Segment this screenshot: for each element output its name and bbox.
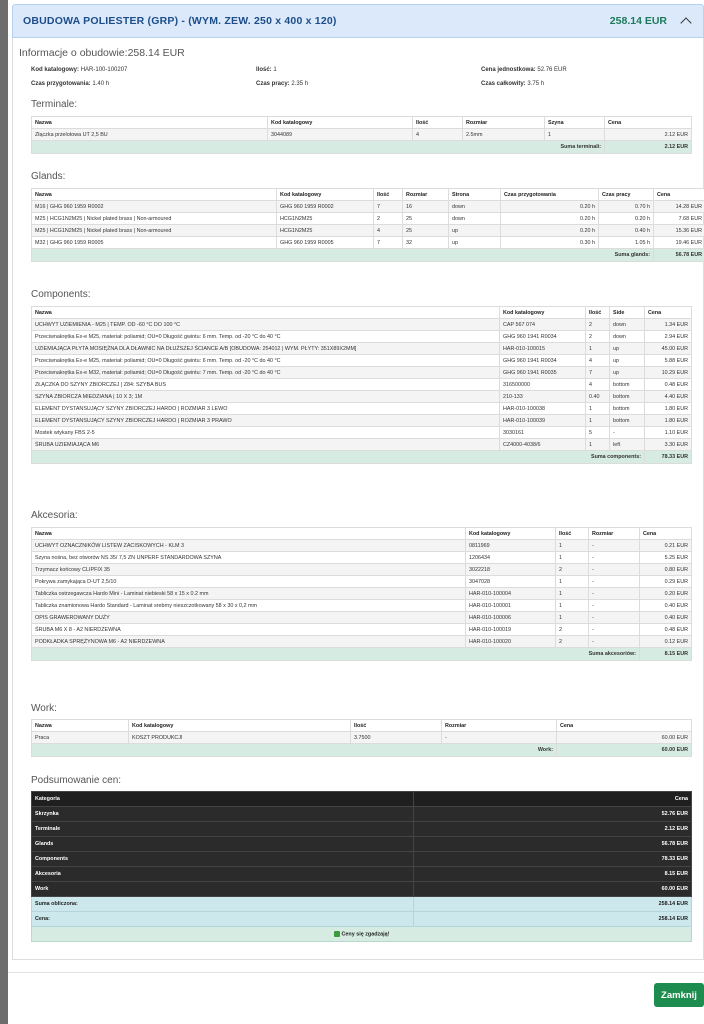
table-cell: HAR-010-100006 bbox=[466, 612, 556, 624]
column-header: Nazwa bbox=[32, 189, 277, 201]
table-header-row bbox=[32, 528, 692, 540]
table-cell: Mostek wtykany FBS 2-5 bbox=[32, 427, 500, 439]
column-header: Ilość bbox=[556, 528, 589, 540]
table-cell: 1.34 EUR bbox=[645, 319, 692, 331]
table-sum-row bbox=[32, 249, 704, 262]
table-header-row bbox=[32, 189, 704, 201]
table-cell: HCG1N2M25 bbox=[277, 213, 374, 225]
column-header: Cena bbox=[640, 528, 692, 540]
summary-label: Cena: bbox=[32, 912, 414, 927]
summary-price-row bbox=[32, 912, 692, 927]
table-cell: up bbox=[610, 355, 645, 367]
table-sum-row bbox=[32, 744, 692, 757]
table-cell: 1 bbox=[556, 612, 589, 624]
summary-price: 60.00 EUR bbox=[414, 882, 692, 897]
table-cell: - bbox=[610, 427, 645, 439]
table-cell: Tabliczka znamionowa Hardo Standard - Laminat srebrny nieszczotkowany 58 x 30 x 0,2 mm bbox=[32, 600, 466, 612]
table-cell: - bbox=[589, 564, 640, 576]
table-row bbox=[32, 427, 692, 439]
table-row bbox=[32, 391, 692, 403]
table-cell: 0.12 EUR bbox=[640, 636, 692, 648]
table-cell: 0.40 h bbox=[599, 225, 654, 237]
price-summary-heading: Podsumowanie cen: bbox=[31, 775, 122, 786]
table-cell: 1.10 EUR bbox=[645, 427, 692, 439]
column-header: Kod katalogowy bbox=[129, 720, 351, 732]
column-header: Nazwa bbox=[32, 528, 466, 540]
table-row bbox=[32, 355, 692, 367]
table-cell: 0.30 h bbox=[501, 237, 599, 249]
table-cell: - bbox=[589, 540, 640, 552]
column-header: Cena bbox=[654, 189, 704, 201]
table-header-row bbox=[32, 117, 692, 129]
table-cell: up bbox=[610, 343, 645, 355]
table-row bbox=[32, 367, 692, 379]
table-row bbox=[32, 636, 692, 648]
table-cell: 60.00 EUR bbox=[557, 732, 692, 744]
table-cell: 316500000 bbox=[500, 379, 586, 391]
sum-label: Suma akcesoriów: bbox=[32, 648, 640, 661]
sum-value: 56.78 EUR bbox=[654, 249, 704, 262]
table-cell: - bbox=[589, 600, 640, 612]
table-row bbox=[32, 439, 692, 451]
summary-category: Work bbox=[32, 882, 414, 897]
table-cell: ELEMENT DYSTANSUJĄCY SZYNY ZBIORCZEJ HARDO | ROZMIAR 3 PRAWO bbox=[32, 415, 500, 427]
summary-value: 258.14 EUR bbox=[414, 912, 692, 927]
table-cell: down bbox=[610, 331, 645, 343]
table-row bbox=[32, 732, 692, 744]
table-row bbox=[32, 624, 692, 636]
sum-value: 60.00 EUR bbox=[557, 744, 692, 757]
table-cell: 25 bbox=[403, 225, 449, 237]
table-row bbox=[32, 588, 692, 600]
table-cell: 7.68 EUR bbox=[654, 213, 704, 225]
price-match-message: Ceny się zgadzają! bbox=[341, 931, 390, 938]
table-cell: 4 bbox=[413, 129, 463, 141]
table-header-row bbox=[32, 307, 692, 319]
summary-price: 56.78 EUR bbox=[414, 837, 692, 852]
column-header: Kod katalogowy bbox=[500, 307, 586, 319]
info-prep-time: Czas przygotowania: 1.40 h bbox=[31, 81, 110, 87]
table-cell: 0.20 h bbox=[501, 201, 599, 213]
table-cell: M16 | GHG 960 1959 R0002 bbox=[32, 201, 277, 213]
table-cell: HAR-010-100039 bbox=[500, 415, 586, 427]
terminals-heading: Terminale: bbox=[31, 99, 78, 110]
table-cell: 4 bbox=[586, 355, 610, 367]
table-cell: 2 bbox=[586, 331, 610, 343]
table-cell: 0.21 EUR bbox=[640, 540, 692, 552]
table-cell: down bbox=[449, 201, 501, 213]
table-cell: 4.40 EUR bbox=[645, 391, 692, 403]
table-cell: 3022218 bbox=[466, 564, 556, 576]
table-cell: 3047028 bbox=[466, 576, 556, 588]
summary-price: 78.33 EUR bbox=[414, 852, 692, 867]
column-header: Kod katalogowy bbox=[268, 117, 413, 129]
table-row bbox=[32, 331, 692, 343]
table-cell: 15.36 EUR bbox=[654, 225, 704, 237]
summary-category: Terminale bbox=[32, 822, 414, 837]
table-cell: UCHWYT OZNACZNIKÓW LISTEW ZACISKOWYCH - KLM 3 bbox=[32, 540, 466, 552]
table-cell: Szyna nośna, bez otworów NS 35/ 7,5 ZN UNPERF STANDARDOWA SZYNA bbox=[32, 552, 466, 564]
table-cell: 7 bbox=[374, 201, 403, 213]
summary-computed-row bbox=[32, 897, 692, 912]
components-table bbox=[31, 306, 692, 464]
table-cell: 0.20 h bbox=[599, 213, 654, 225]
table-cell: 4 bbox=[586, 379, 610, 391]
sum-label: Work: bbox=[32, 744, 557, 757]
table-cell: 2 bbox=[556, 564, 589, 576]
enclosure-title: OBUDOWA POLIESTER (GRP) - (WYM. ZEW. 250 x 400 x 120) bbox=[23, 15, 337, 27]
table-cell: ŚRUBA M6 X 8 - A2 NIERDZEWNA bbox=[32, 624, 466, 636]
table-cell: 0.48 EUR bbox=[640, 624, 692, 636]
table-cell: Tabliczka ostrzegawcza Hardo Mini - Laminat niebieski 58 x 15 x 0.2 mm bbox=[32, 588, 466, 600]
table-cell: Pokrywa zamykająca D-UT 2,5/10 bbox=[32, 576, 466, 588]
summary-value: 258.14 EUR bbox=[414, 897, 692, 912]
price-match-cell bbox=[32, 927, 692, 942]
price-summary-table bbox=[31, 791, 692, 942]
table-row bbox=[32, 552, 692, 564]
column-header: Ilość bbox=[374, 189, 403, 201]
table-cell: HAR-010-100015 bbox=[500, 343, 586, 355]
chevron-up-icon[interactable] bbox=[679, 14, 693, 28]
column-header: Kod katalogowy bbox=[277, 189, 374, 201]
column-header: Kod katalogowy bbox=[466, 528, 556, 540]
table-row bbox=[32, 129, 692, 141]
terminals-table bbox=[31, 116, 692, 154]
column-header: Cena bbox=[557, 720, 692, 732]
table-cell: 10.29 EUR bbox=[645, 367, 692, 379]
table-cell: 2.12 EUR bbox=[605, 129, 692, 141]
table-cell: 7 bbox=[586, 367, 610, 379]
table-cell: 5.25 EUR bbox=[640, 552, 692, 564]
column-header: Ilość bbox=[351, 720, 442, 732]
column-header: Szyna bbox=[545, 117, 605, 129]
table-cell: - bbox=[589, 552, 640, 564]
table-cell: 3044089 bbox=[268, 129, 413, 141]
column-header: Rozmiar bbox=[442, 720, 557, 732]
table-cell: PODKŁADKA SPRĘŻYNOWA M6 - A2 NIERDZEWNA bbox=[32, 636, 466, 648]
table-cell: UCHWYT UZIEMIENIA - M25 | TEMP. OD -60 °C DO 100 °C bbox=[32, 319, 500, 331]
table-cell: ELEMENT DYSTANSUJĄCY SZYNY ZBIORCZEJ HARDO | ROZMIAR 3 LEWO bbox=[32, 403, 500, 415]
table-cell: 2 bbox=[556, 624, 589, 636]
table-cell: 4 bbox=[374, 225, 403, 237]
table-sum-row bbox=[32, 141, 692, 154]
table-cell: HAR-010-100001 bbox=[466, 600, 556, 612]
table-row bbox=[32, 225, 704, 237]
table-row bbox=[32, 213, 704, 225]
table-sum-row bbox=[32, 451, 692, 464]
table-row bbox=[32, 237, 704, 249]
table-cell: 1.05 h bbox=[599, 237, 654, 249]
table-cell: bottom bbox=[610, 403, 645, 415]
table-cell: CZ4000-4038/6 bbox=[500, 439, 586, 451]
table-cell: 0.40 EUR bbox=[640, 612, 692, 624]
table-cell: OPIS GRAWEROWANY DUŻY bbox=[32, 612, 466, 624]
table-cell: bottom bbox=[610, 391, 645, 403]
summary-row bbox=[32, 837, 692, 852]
table-cell: 0.48 EUR bbox=[645, 379, 692, 391]
table-cell: 16 bbox=[403, 201, 449, 213]
table-cell: bottom bbox=[610, 415, 645, 427]
summary-label: Suma obliczona: bbox=[32, 897, 414, 912]
table-cell: - bbox=[589, 624, 640, 636]
table-cell: 0811969 bbox=[466, 540, 556, 552]
table-cell: 0.70 h bbox=[599, 201, 654, 213]
table-cell: 0.40 EUR bbox=[640, 600, 692, 612]
summary-row bbox=[32, 852, 692, 867]
table-cell: GHG 960 1941 R0034 bbox=[500, 355, 586, 367]
table-cell: up bbox=[610, 367, 645, 379]
work-heading: Work: bbox=[31, 703, 57, 714]
accessories-heading: Akcesoria: bbox=[31, 510, 78, 521]
table-cell: 25 bbox=[403, 213, 449, 225]
table-cell: 1 bbox=[586, 439, 610, 451]
sum-label: Suma components: bbox=[32, 451, 645, 464]
table-cell: down bbox=[449, 213, 501, 225]
info-catalog-code: Kod katalogowy: HAR-100-100207 bbox=[31, 67, 128, 73]
table-cell: GHG 960 1941 R0035 bbox=[500, 367, 586, 379]
table-cell: 1 bbox=[556, 540, 589, 552]
table-cell: 1 bbox=[545, 129, 605, 141]
summary-category: Components bbox=[32, 852, 414, 867]
sum-value: 8.15 EUR bbox=[640, 648, 692, 661]
table-cell: 14.28 EUR bbox=[654, 201, 704, 213]
table-cell: 1 bbox=[586, 415, 610, 427]
table-cell: M25 | HCG1N2M25 | Nickel plated brass | Non-armoured bbox=[32, 213, 277, 225]
modal-backdrop bbox=[0, 0, 8, 1024]
components-heading: Components: bbox=[31, 289, 91, 300]
checkmark-icon bbox=[334, 931, 340, 937]
table-cell: - bbox=[442, 732, 557, 744]
enclosure-info-heading: Informacje o obudowie:258.14 EUR bbox=[19, 47, 185, 59]
column-header: Cena bbox=[605, 117, 692, 129]
table-cell: M32 | GHG 960 1959 R0005 bbox=[32, 237, 277, 249]
table-cell: down bbox=[610, 319, 645, 331]
table-row bbox=[32, 343, 692, 355]
table-header-row bbox=[32, 720, 692, 732]
table-cell: 1 bbox=[556, 600, 589, 612]
table-cell: Przeciwnakrętka Ex-e M32, materiał: poliamid; OU=0 Długość gwintu: 7 mm. Temp. od -20 °C do 40 °C bbox=[32, 367, 500, 379]
table-cell: HAR-010-100004 bbox=[466, 588, 556, 600]
table-cell: 0.80 EUR bbox=[640, 564, 692, 576]
table-cell: GHG 960 1959 R0005 bbox=[277, 237, 374, 249]
table-cell: - bbox=[589, 576, 640, 588]
table-cell: SZYNA ZBIORCZA MIEDZIANA | 10 X 3; 1M bbox=[32, 391, 500, 403]
table-cell: bottom bbox=[610, 379, 645, 391]
table-cell: - bbox=[589, 612, 640, 624]
column-header: Czas pracy bbox=[599, 189, 654, 201]
table-cell: Złączka przelotowa UT 2,5 BU bbox=[32, 129, 268, 141]
table-row bbox=[32, 379, 692, 391]
summary-price: 8.15 EUR bbox=[414, 867, 692, 882]
modal-footer-divider bbox=[8, 972, 704, 973]
column-header: Rozmiar bbox=[589, 528, 640, 540]
table-cell: HAR-010-100019 bbox=[466, 624, 556, 636]
enclosure-total-price: 258.14 EUR bbox=[609, 15, 667, 27]
sum-value: 2.12 EUR bbox=[605, 141, 692, 154]
table-cell: 1 bbox=[556, 552, 589, 564]
table-cell: UZIEMIAJĄCA PŁYTA MOSIĘŻNA DLA DŁAWNIC NA DŁUŻSZEJ ŚCIANCE A/B [OBUDOWA: 254012 | WYM. PŁYTY: 351X89X2MM] bbox=[32, 343, 500, 355]
table-cell: - bbox=[589, 588, 640, 600]
table-cell: 1.80 EUR bbox=[645, 415, 692, 427]
sum-label: Suma glands: bbox=[32, 249, 654, 262]
table-cell: 2 bbox=[586, 319, 610, 331]
column-header: Rozmiar bbox=[403, 189, 449, 201]
table-cell: 0.20 h bbox=[501, 225, 599, 237]
table-row bbox=[32, 540, 692, 552]
table-cell: 45.00 EUR bbox=[645, 343, 692, 355]
column-header: Side bbox=[610, 307, 645, 319]
table-row bbox=[32, 201, 704, 213]
table-cell: 1 bbox=[586, 343, 610, 355]
summary-row bbox=[32, 822, 692, 837]
table-cell: 2.5mm bbox=[463, 129, 545, 141]
table-cell: 3030161 bbox=[500, 427, 586, 439]
info-unit-price: Cena jednostkowa: 52.76 EUR bbox=[481, 67, 567, 73]
table-cell: 5 bbox=[586, 427, 610, 439]
table-cell: 1 bbox=[556, 576, 589, 588]
summary-row bbox=[32, 882, 692, 897]
table-cell: - bbox=[589, 636, 640, 648]
column-header: Cena bbox=[645, 307, 692, 319]
glands-table bbox=[31, 188, 704, 262]
table-row bbox=[32, 564, 692, 576]
sum-value: 78.33 EUR bbox=[645, 451, 692, 464]
table-cell: 1206434 bbox=[466, 552, 556, 564]
column-header: Rozmiar bbox=[463, 117, 545, 129]
info-total-time: Czas całkowity: 3.75 h bbox=[481, 81, 545, 87]
table-cell: CAP 567 074 bbox=[500, 319, 586, 331]
sum-label: Suma terminali: bbox=[32, 141, 605, 154]
table-cell: 1 bbox=[556, 588, 589, 600]
table-cell: GHG 960 1941 R0034 bbox=[500, 331, 586, 343]
table-row bbox=[32, 415, 692, 427]
summary-category: Skrzynka bbox=[32, 807, 414, 822]
table-cell: 7 bbox=[374, 237, 403, 249]
table-cell: 3.7500 bbox=[351, 732, 442, 744]
table-cell: left bbox=[610, 439, 645, 451]
price-match-row bbox=[32, 927, 692, 942]
table-cell: 19.46 EUR bbox=[654, 237, 704, 249]
table-cell: 0.20 h bbox=[501, 213, 599, 225]
column-header: Ilość bbox=[413, 117, 463, 129]
column-header: Ilość bbox=[586, 307, 610, 319]
table-cell: 1 bbox=[586, 403, 610, 415]
table-cell: 0.40 bbox=[586, 391, 610, 403]
table-cell: 1.80 EUR bbox=[645, 403, 692, 415]
summary-price: 2.12 EUR bbox=[414, 822, 692, 837]
table-cell: 210-133 bbox=[500, 391, 586, 403]
info-quantity: Ilość: 1 bbox=[256, 67, 277, 73]
table-cell: 0.29 EUR bbox=[640, 576, 692, 588]
summary-row bbox=[32, 807, 692, 822]
column-header: Nazwa bbox=[32, 117, 268, 129]
accessories-table bbox=[31, 527, 692, 661]
summary-header-category: Kategoria bbox=[32, 792, 414, 807]
table-cell: ŚRUBA UZIEMIAJĄCA M6 bbox=[32, 439, 500, 451]
table-sum-row bbox=[32, 648, 692, 661]
table-cell: 0.20 EUR bbox=[640, 588, 692, 600]
table-cell: HAR-010-100020 bbox=[466, 636, 556, 648]
summary-price: 52.76 EUR bbox=[414, 807, 692, 822]
summary-header-price: Cena bbox=[414, 792, 692, 807]
glands-heading: Glands: bbox=[31, 171, 66, 182]
table-cell: Trzymacz końcowy CLIPFIX 35 bbox=[32, 564, 466, 576]
table-cell: 3.30 EUR bbox=[645, 439, 692, 451]
table-cell: Przeciwnakrętka Ex-e M25, materiał: poliamid; OU=0 Długość gwintu: 6 mm. Temp. od -20 °C do 40 °C bbox=[32, 331, 500, 343]
table-cell: 5.88 EUR bbox=[645, 355, 692, 367]
table-cell: Przeciwnakrętka Ex-e M25, materiał: poliamid; OU=0 Długość gwintu: 6 mm. Temp. od -20 °C do 40 °C bbox=[32, 355, 500, 367]
table-cell: M25 | HCG1N2M25 | Nickel plated brass | Non-armoured bbox=[32, 225, 277, 237]
info-work-time: Czas pracy: 2.35 h bbox=[256, 81, 309, 87]
table-row bbox=[32, 600, 692, 612]
table-cell: up bbox=[449, 237, 501, 249]
column-header: Czas przygotowania bbox=[501, 189, 599, 201]
close-button[interactable]: Zamknij bbox=[654, 983, 704, 1007]
table-cell: KOSZT PRODUKCJI bbox=[129, 732, 351, 744]
summary-category: Glands bbox=[32, 837, 414, 852]
table-cell: HCG1N2M25 bbox=[277, 225, 374, 237]
table-cell: 32 bbox=[403, 237, 449, 249]
column-header: Nazwa bbox=[32, 720, 129, 732]
table-cell: 2 bbox=[556, 636, 589, 648]
table-cell: ZŁĄCZKA DO SZYNY ZBIORCZEJ | Z84: SZYBA BUS bbox=[32, 379, 500, 391]
table-cell: up bbox=[449, 225, 501, 237]
accordion-header[interactable] bbox=[12, 4, 704, 38]
work-table bbox=[31, 719, 692, 757]
summary-row bbox=[32, 867, 692, 882]
table-cell: HAR-010-100038 bbox=[500, 403, 586, 415]
column-header: Nazwa bbox=[32, 307, 500, 319]
table-cell: 2.94 EUR bbox=[645, 331, 692, 343]
summary-category: Akcesoria bbox=[32, 867, 414, 882]
table-cell: 2 bbox=[374, 213, 403, 225]
table-cell: GHG 960 1959 R0002 bbox=[277, 201, 374, 213]
table-cell: Praca bbox=[32, 732, 129, 744]
column-header: Strona bbox=[449, 189, 501, 201]
table-row bbox=[32, 612, 692, 624]
table-row bbox=[32, 319, 692, 331]
table-row bbox=[32, 576, 692, 588]
table-row bbox=[32, 403, 692, 415]
